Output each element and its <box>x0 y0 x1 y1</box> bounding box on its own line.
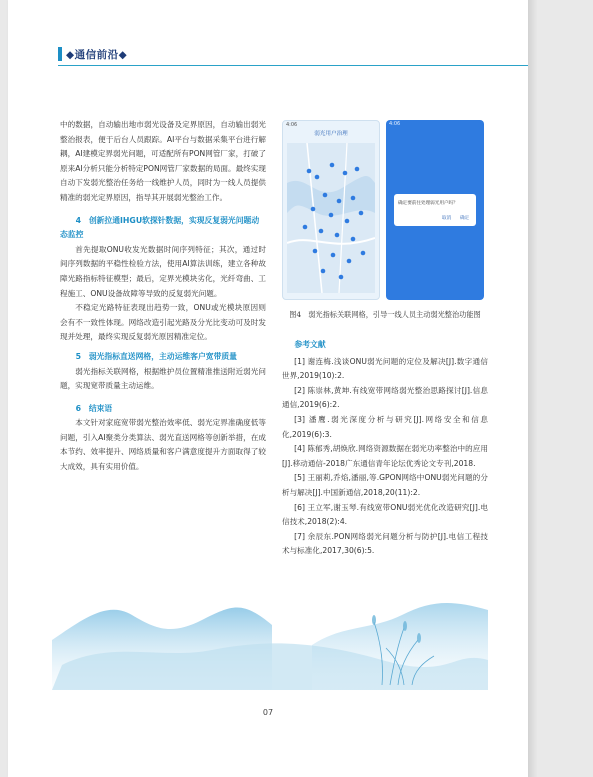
dialog-cancel-button[interactable]: 取消 <box>442 216 452 221</box>
reference-item: [7] 余辰东.PON网络弱光问题分析与防护[J].电信工程技术与标准化,2017,30(6):5. <box>282 531 488 556</box>
dialog-confirm-button[interactable]: 确定 <box>460 216 470 221</box>
figure-caption: 图4 弱光指标关联网格，引导一线人员主动弱光整治功能图 <box>289 310 481 319</box>
reference-item: [4] 陈郁秀,胡焕欣.网络资源数据在弱光功率整治中的应用[J].移动通信-2018广东通信青年论坛优秀论文专刊,2018. <box>282 444 488 468</box>
dialog-message: 确定要前往处理弱光用户吗？ <box>398 201 458 206</box>
section4-paragraph-1: 首先提取ONU收发光数据时间序列特征；其次，通过时间序列数据的平稳性检验方法，使用AI算法训练，建立各种故障光路指标特征模型；最后，定界光模块劣化，光纤弯曲、工程施工、ONU设备故障等导致的反复弱光问题。 <box>60 244 266 298</box>
section-title: ◆通信前沿◆ <box>66 49 128 61</box>
map-view <box>287 143 375 293</box>
phone-screen-map <box>282 120 380 300</box>
section5-heading: 5 弱光指标直送网格，主动运维客户宽带质量 <box>75 351 237 361</box>
status-bar: 4:06 <box>286 122 298 128</box>
page-fold-shadow <box>528 0 538 777</box>
figure-4-screenshots <box>282 120 488 300</box>
reference-item: [5] 王丽莉,乔焰,潘丽,等.GPON网络中ONU弱光问题的分析与解决[J].中国新通信,2018,20(11):2. <box>282 473 488 497</box>
section6-paragraph: 本文针对家庭宽带弱光整治效率低、弱光定界准确度低等问题，引入AI聚类分类算法、弱光直送网格等创新举措，在成本节约、效率提升、网络质量和客户满意度提升方面取得了较大成效，具有实用价值。 <box>60 418 266 472</box>
reference-item: [6] 王立军,谢玉琴.有线宽带ONU弱光优化改造研究[J].电信技术,2018(2):4. <box>282 502 488 527</box>
left-column <box>60 118 266 475</box>
references-section <box>282 338 488 559</box>
screen1-title: 弱光用户治理 <box>314 131 348 137</box>
reference-item: [3] 潘鹰.弱光深度分析与研究[J].网络安全和信息化,2019(6):3. <box>282 414 488 439</box>
ink-landscape-illustration <box>52 570 488 690</box>
reference-item: [2] 陈崇林,黄坤.有线宽带网络弱光整治思路探讨[J].信息通信,2019(6):2. <box>282 385 488 410</box>
references-heading: 参考文献 <box>294 340 326 349</box>
phone-screen-dialog <box>386 120 484 300</box>
reference-item: [1] 谢连梅.浅谈ONU弱光问题的定位及解决[J].数字通信世界,2019(10):2. <box>282 356 488 381</box>
status-bar: 4:06 <box>389 121 401 127</box>
section5-paragraph: 弱光指标关联网格，根据维护员位置精准推送附近弱光问题，实现宽带质量主动运维。 <box>60 366 266 391</box>
header-accent-bar <box>58 47 62 61</box>
section4-heading: 4 创新拉通IHGU软探针数据，实现反复弱光问题动态监控 <box>60 215 260 240</box>
page-number: 07 <box>262 708 274 717</box>
confirm-dialog <box>394 194 476 226</box>
section-header <box>58 44 528 64</box>
section6-heading: 6 结束语 <box>75 403 113 413</box>
section4-paragraph-2: 不稳定光路特征表现出趋势一致，ONU或光模块原因则会有不一致性体现。网络改造引起光路及分光比变动可及时发现并处理，最终实现反复弱光原因精准定位。 <box>60 303 266 342</box>
intro-paragraph: 中的数据，自动输出地市弱光设备及定界原因，自动输出弱光整治报表，便于后台人员跟踪。AI平台与数据采集平台进行解耦，AI建模定界弱光问题，可适配所有PON网管厂家，打破了原来AI分析只能分析特定PON网管厂家数据的局面。最终实现自动下发弱光整治任务给一线维护人员，同时为一线人员提供精准的弱光定界原因，指导其开展弱光整治工作。 <box>60 120 266 202</box>
header-rule <box>58 65 528 66</box>
